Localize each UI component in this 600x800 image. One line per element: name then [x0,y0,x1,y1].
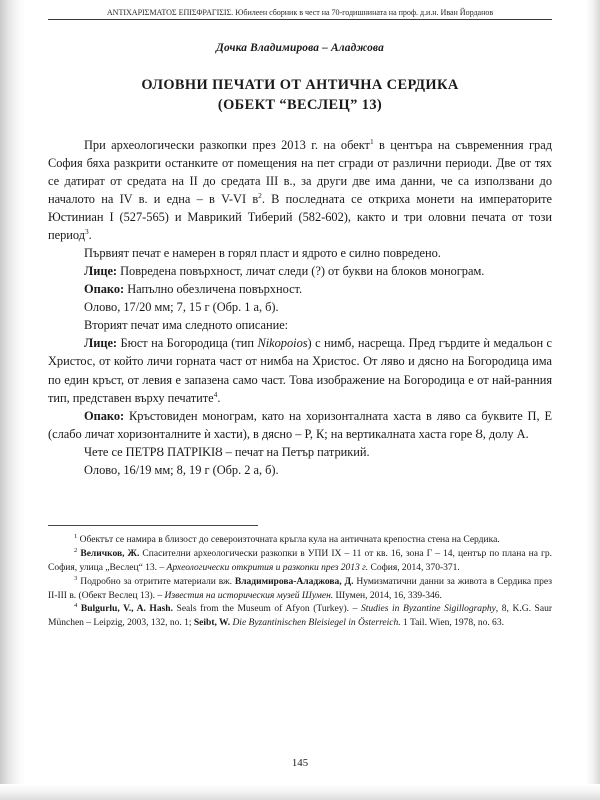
footnote-ref-2[interactable]: 2 [258,190,262,200]
footnote-ref-1[interactable]: 1 [369,136,374,146]
paragraph-intro [48,136,552,244]
paragraph-seal2-measurements: Олово, 16/19 мм; 8, 19 г (Обр. 2 а, б). [84,462,279,477]
footnote-2-part-b: София, 2014, 370-371. [368,561,460,573]
footnote-2 [48,547,552,575]
article-body [48,136,552,479]
label-litse-1: Лице: [84,264,118,279]
footnote-3-part-b: Нумизматични данни за живота в Сердика през II-III в. (Обект Веслец 13). – [48,575,552,601]
page-content [48,0,552,800]
p1-part-d: . [88,228,92,243]
paragraph-second-seal-intro: Вторият печат има следното описание: [84,318,289,333]
footnote-3 [48,575,552,603]
footnote-ref-4[interactable]: 4 [213,389,218,399]
footnote-3-part-a: Подробно за отритите материали вж. [77,575,235,587]
p7-part-a: Бюст на Богородица (тип [117,336,258,351]
footnote-1-number: 1 [74,532,78,540]
label-opako-1: Опако: [84,282,125,297]
footnote-4-source-title-1: Studies in Byzantine Sigillography [360,603,496,615]
footnote-separator [48,525,258,526]
term-nikopoios: Nikopoios [257,336,308,351]
scan-shadow-right [586,0,600,800]
footnote-4-part-b: , 8, K.G. Saur München – Leipzig, 2003, 132, no. 1; [48,603,552,629]
footnote-4-source-title-2: Die Byzantinischen Bleisiegel in Österreich. [232,617,401,629]
seal1-obverse-text: Повредена повърхност, личат следи (?) от букви на блоков монограм. [117,264,485,279]
seal2-reverse-text: Кръстовиден монограм, като на хоризонталната хаста в ляво са буквите П, Е (слабо личат хоризонталните ѝ хасти), в дясно – Р, К; на вертикалната хаста горе Ȣ, долу А. [48,408,552,441]
footnote-1-text: Обектът се намира в близост до североизточната кръгла кула на античната крепостна стена на Сердика. [77,533,500,545]
label-litse-2: Лице: [84,336,118,351]
paragraph-first-seal: Първият печат е намерен в горял пласт и ядрото е силно повредено. [84,246,441,261]
running-head-rule [48,19,552,20]
paragraph-seal1-measurements: Олово, 17/20 мм; 7, 15 г (Обр. 1 а, б). [84,300,279,315]
paragraph-seal2-reverse [48,407,552,443]
p7-part-b: ) с нимб, насреща. Пред гърдите ѝ медальон с Христос, от който личи горната част от нимба на Христос. От ляво и дясно на Богородица има по един кръст, от левия е запазена само част. Това изображение на Богородица е от най-ранния тип, представен върху печатите [48,336,553,405]
footnotes-section [48,533,552,631]
page-title [48,75,552,116]
paragraph-seal1-reverse [48,280,552,298]
running-head: ΑΝΤΙΧΑΡΙΣΜΑΤΟΣ ΕΠΙΣΦΡΑΓΙΣΙΣ. Юбилеен сборник в чест на 70-годишнината на проф. д.и.н. Иван Йорданов [106,8,494,17]
footnote-2-author: Величков, Ж. [80,547,140,559]
title-line-2: (ОБЕКТ “ВЕСЛЕЦ” 13) [217,97,383,114]
footnote-4 [48,602,552,630]
page-number: 145 [291,757,309,769]
footnote-3-author: Владимирова-Аладжова, Д. [234,575,354,587]
footnote-2-source-title: Археологически открития и разкопки през 2013 г. [166,561,369,573]
footnote-2-part-a: Спасителни археологически разкопки в УПИ IX – 11 от кв. 16, зона Г – 14, център по плана на гр. София, улица „Веслец“ 13. – [48,547,552,573]
footnote-3-source-title: Известия на историческия музей Шумен. [164,589,334,601]
footnote-1 [48,533,552,547]
footnote-4-author-2: Seibt, W. [193,617,231,629]
paragraph-seal1-obverse [48,262,552,280]
title-line-1: ОЛОВНИ ПЕЧАТИ ОТ АНТИЧНА СЕРДИКА [141,77,459,93]
footnote-3-part-c: Шумен, 2014, 16, 339-346. [333,589,442,601]
footnote-4-part-a: Seals from the Museum of Afyon (Turkey). – [172,603,361,615]
p1-part-c: . В последната се откриха монети на императорите Юстиниан I (527-565) и Маврикий Тиберий (582-602), както и три оловни печата от този период [48,192,552,243]
footnote-4-part-d: 1 Tail. Wien, 1978, no. 63. [400,617,504,629]
footnote-2-number: 2 [74,546,78,554]
footnote-3-number: 3 [74,574,78,582]
footnote-ref-3[interactable]: 3 [84,227,89,237]
seal1-reverse-text: Напълно обезличена повърхност. [124,282,303,297]
p1-part-b: в центъра на съвременния град София бяха разкрити останките от помещения на пет сгради от различни периоди. Две от тях се датират от средата на II до средата III в., за други две има данни, че са използвани до началото на IV в. и една – в V-VI в [48,137,552,207]
label-opako-2: Опако: [84,408,125,423]
footnote-4-author-1: Bulgurlu, V., A. Hash. [80,603,173,615]
p7-part-c: . [217,390,221,405]
paragraph-seal2-obverse [48,334,552,406]
scan-shadow-left [0,0,26,800]
paragraph-monogram-reading: Чете се ΠΕΤΡȢ ΠΑΤΡΙΚΙȢ – печат на Петър патрикий. [84,444,370,459]
author-name: Дочка Владимирова – Аладжова [216,42,384,54]
p1-part-a: При археологически разкопки през 2013 г. на обект [84,137,370,152]
footnote-4-number: 4 [74,602,78,610]
